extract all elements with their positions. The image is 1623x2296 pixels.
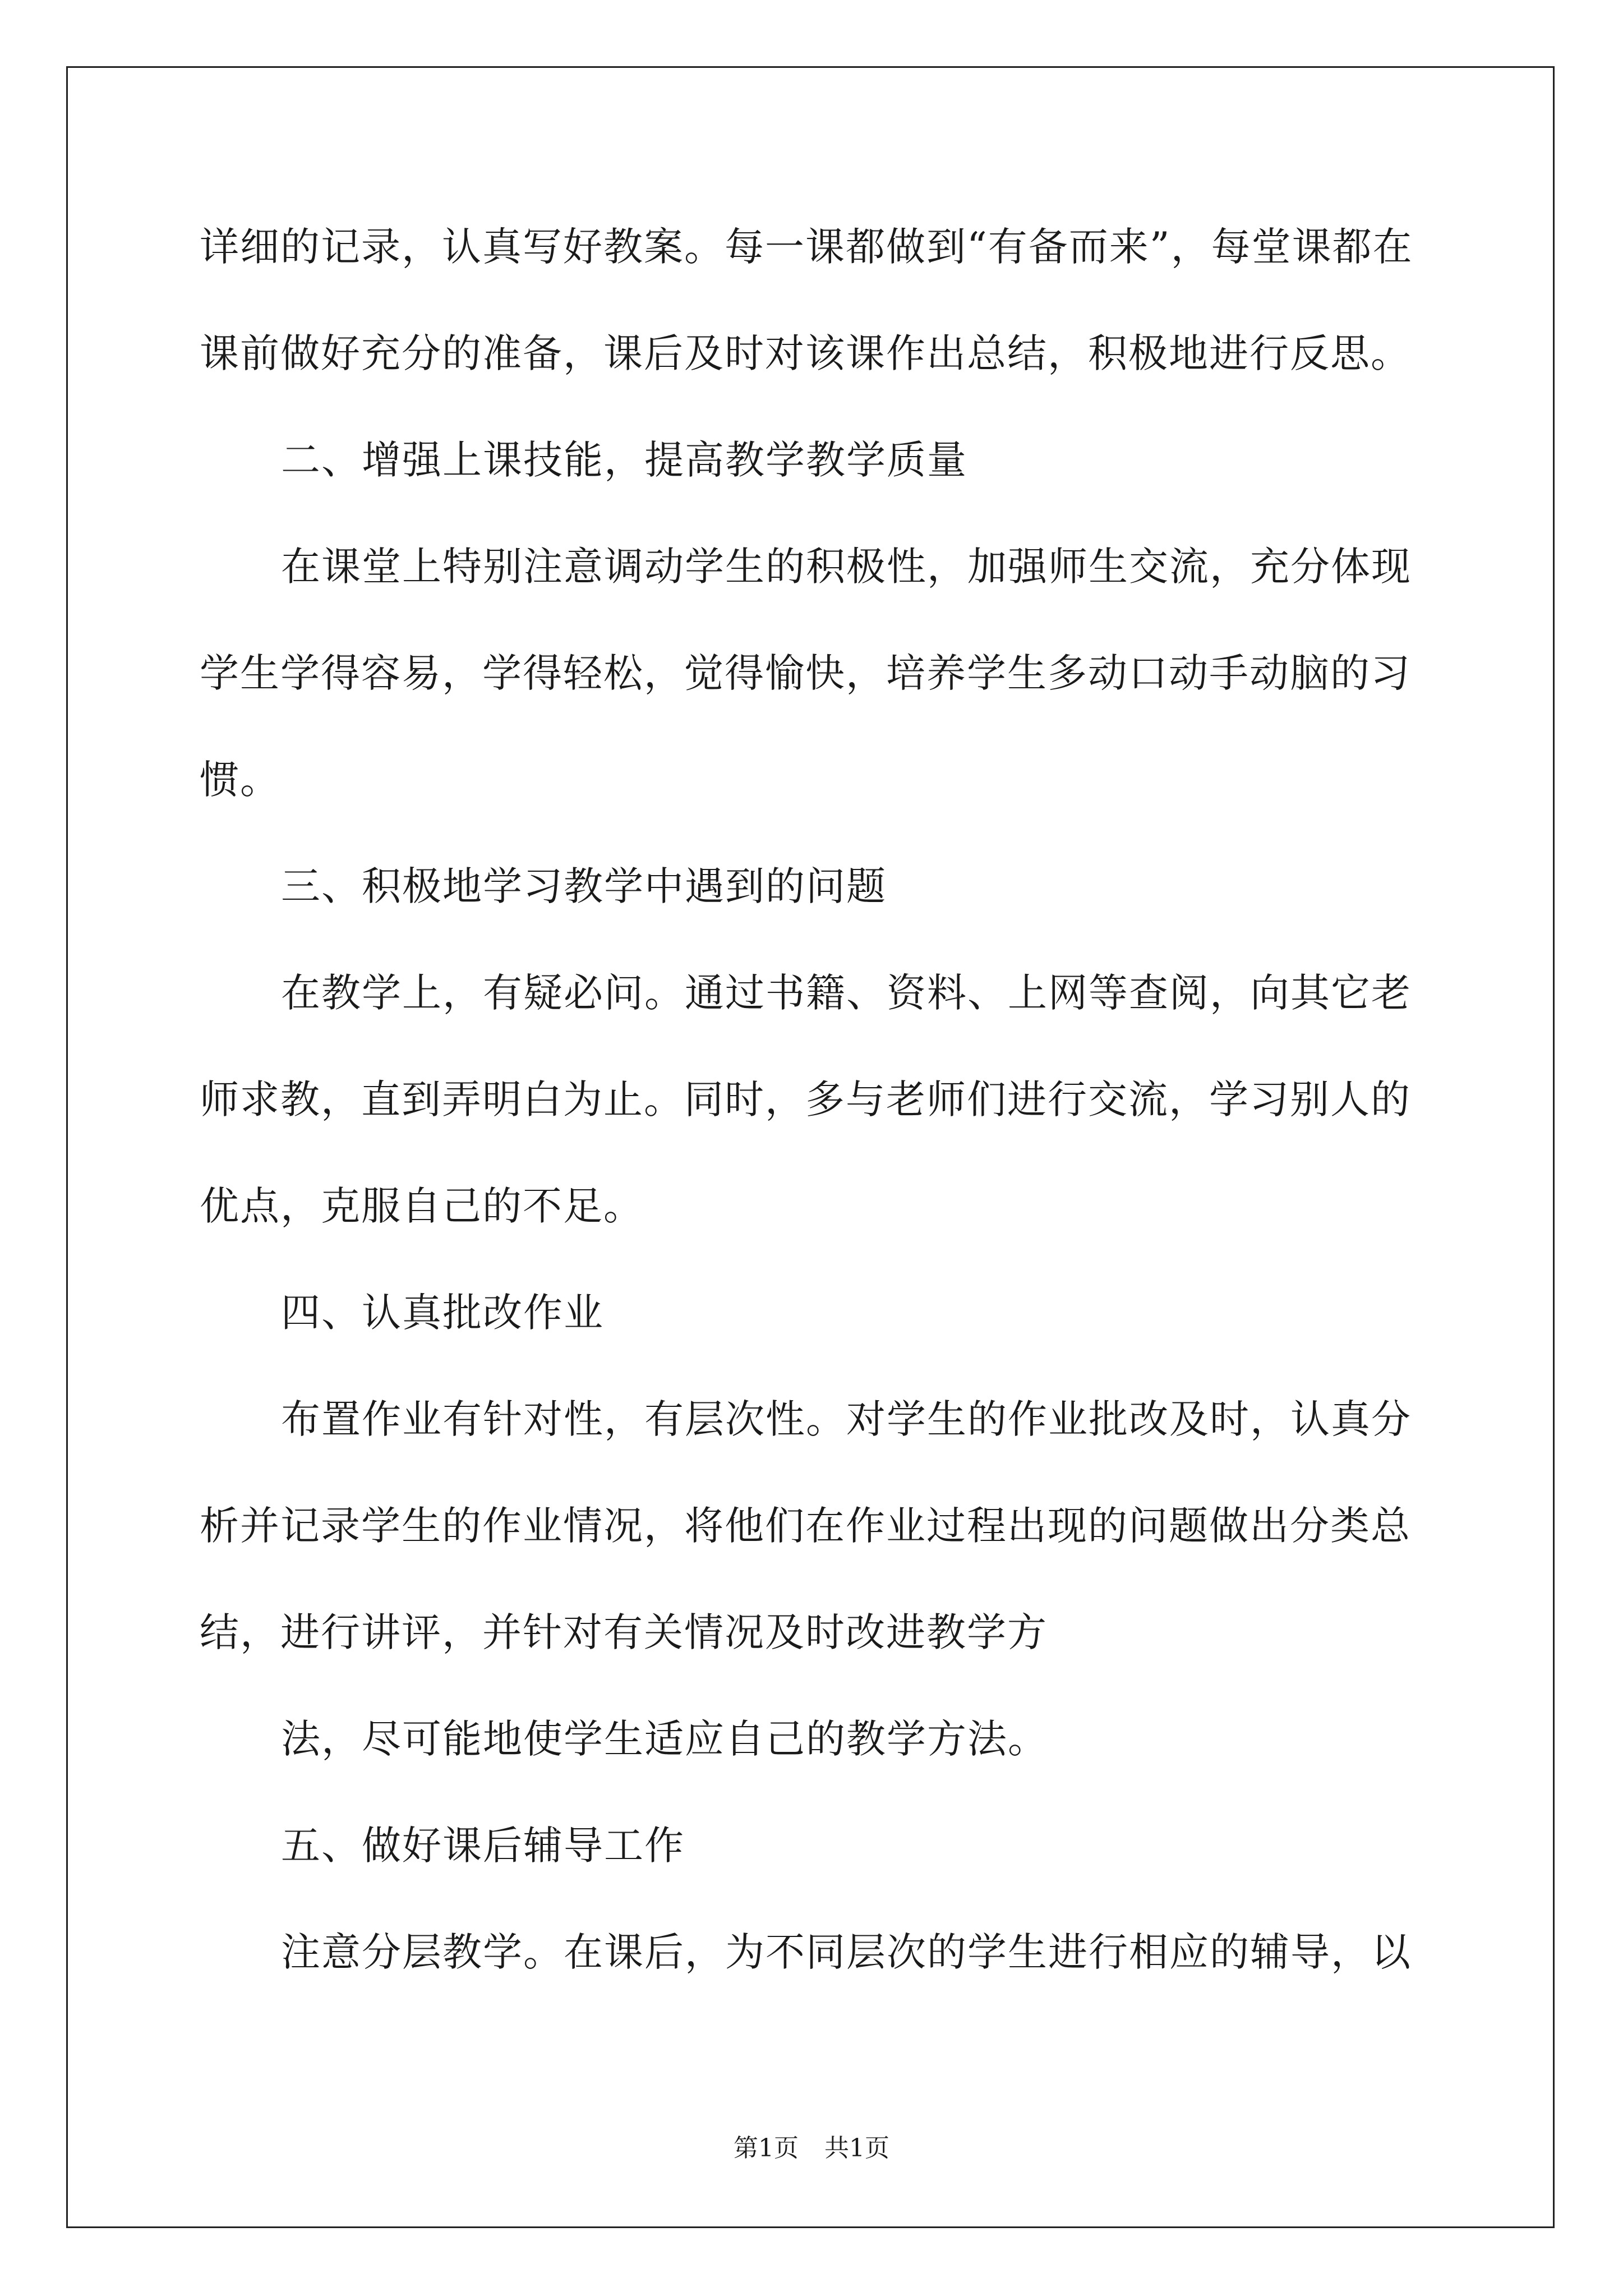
section-heading: 四、认真批改作业: [281, 1290, 604, 1336]
section-heading: 三、积极地学习教学中遇到的问题: [281, 863, 887, 909]
text-line: 优点，克服自己的不足。: [200, 1183, 644, 1229]
page-border: [66, 66, 1555, 2228]
text-line: 课前做好充分的准备，课后及时对该课作出总结，积极地进行反思。: [200, 330, 1411, 376]
text-line: 师求教，直到弄明白为止。同时，多与老师们进行交流，学习别人的: [200, 1076, 1411, 1122]
text-line: 结，进行讲评，并针对有关情况及时改进教学方: [200, 1609, 1048, 1655]
section-heading: 五、做好课后辅导工作: [281, 1823, 685, 1869]
text-line: 惯。: [200, 757, 280, 803]
page-total: 共1页: [824, 2134, 889, 2162]
text-line: 注意分层教学。在课后，为不同层次的学生进行相应的辅导，以: [281, 1929, 1412, 1975]
text-line: 在教学上，有疑必问。通过书籍、资料、上网等查阅，向其它老: [281, 970, 1412, 1016]
page-number: 第1页: [734, 2134, 799, 2162]
page-footer: [0, 2132, 1623, 2165]
text-line: 学生学得容易，学得轻松，觉得愉快，培养学生多动口动手动脑的习: [200, 650, 1411, 696]
text-line: 详细的记录，认真写好教案。每一课都做到“有备而来”，每堂课都在: [200, 224, 1413, 270]
text-line: 法，尽可能地使学生适应自己的教学方法。: [281, 1716, 1048, 1762]
text-line: 析并记录学生的作业情况，将他们在作业过程出现的问题做出分类总: [200, 1503, 1411, 1549]
text-line: 在课堂上特别注意调动学生的积极性，加强师生交流，充分体现: [281, 544, 1412, 590]
text-line: 布置作业有针对性，有层次性。对学生的作业批改及时，认真分: [281, 1396, 1412, 1442]
section-heading: 二、增强上课技能，提高教学教学质量: [281, 437, 967, 483]
